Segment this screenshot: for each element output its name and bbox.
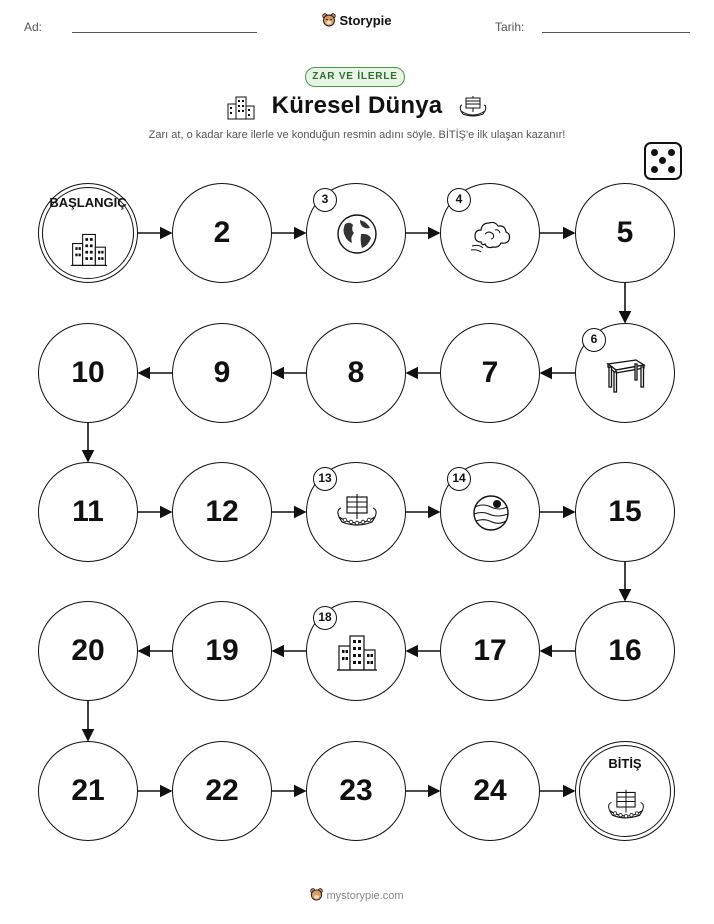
- board-space-22[interactable]: [172, 741, 272, 841]
- board-space-6[interactable]: [575, 323, 675, 423]
- space-number: 23: [339, 774, 373, 807]
- space-number: 9: [213, 356, 231, 389]
- board-space-7[interactable]: [440, 323, 540, 423]
- board-space-20[interactable]: [38, 601, 138, 701]
- space-number: 13: [313, 467, 337, 491]
- space-number: 17: [473, 634, 507, 667]
- space-number: 14: [447, 467, 471, 491]
- bear-logo-icon: [310, 888, 323, 901]
- board-space-3[interactable]: [306, 183, 406, 283]
- space-number: 2: [213, 216, 231, 249]
- finish-label: BİTİŞ: [608, 756, 642, 771]
- board-space-11[interactable]: [38, 462, 138, 562]
- space-number: 6: [582, 328, 606, 352]
- city-buildings-icon: [335, 630, 379, 674]
- board-space-4[interactable]: [440, 183, 540, 283]
- board-space-21[interactable]: [38, 741, 138, 841]
- space-number: 19: [205, 634, 239, 667]
- board-space-13[interactable]: [306, 462, 406, 562]
- space-number: 4: [447, 188, 471, 212]
- board-space-2[interactable]: [172, 183, 272, 283]
- board-space-14[interactable]: [440, 462, 540, 562]
- start-label: BAŞLANGIÇ: [49, 195, 127, 210]
- space-number: 7: [481, 356, 499, 389]
- board-space-19[interactable]: [172, 601, 272, 701]
- board-space-15[interactable]: [575, 462, 675, 562]
- footer: [0, 888, 714, 902]
- board-space-23[interactable]: [306, 741, 406, 841]
- space-number: 22: [205, 774, 239, 807]
- table-icon: [604, 352, 648, 396]
- board-space-10[interactable]: [38, 323, 138, 423]
- planet-jupiter-icon: [469, 491, 513, 535]
- space-number: 24: [473, 774, 507, 807]
- space-number: 5: [616, 216, 634, 249]
- board-space-12[interactable]: [172, 462, 272, 562]
- space-number: 10: [71, 356, 105, 389]
- date-label: Tarih:: [495, 20, 525, 34]
- board-space-9[interactable]: [172, 323, 272, 423]
- start-space[interactable]: [38, 183, 138, 283]
- wind-cloud-icon: [469, 212, 513, 256]
- game-type-badge: ZAR VE İLERLE: [305, 67, 405, 87]
- space-number: 3: [313, 188, 337, 212]
- viking-ship-icon: [335, 491, 379, 535]
- board-space-8[interactable]: [306, 323, 406, 423]
- space-number: 15: [608, 495, 642, 528]
- space-number: 18: [313, 606, 337, 630]
- footer-url: mystorypie.com: [326, 890, 404, 902]
- instructions: Zarı at, o kadar kare ilerle ve konduğun resmin adını söyle. BİTİŞ'e ilk ulaşan kazanır!: [148, 129, 566, 141]
- space-number: 12: [205, 495, 239, 528]
- name-label: Ad:: [24, 20, 43, 34]
- finish-space[interactable]: [575, 741, 675, 841]
- space-number: 11: [72, 495, 104, 528]
- board-space-16[interactable]: [575, 601, 675, 701]
- space-number: 16: [608, 634, 642, 667]
- space-number: 8: [347, 356, 365, 389]
- board-space-5[interactable]: [575, 183, 675, 283]
- earth-globe-icon: [335, 212, 379, 256]
- game-title: Küresel Dünya: [271, 92, 443, 119]
- space-number: 20: [71, 634, 105, 667]
- brand-name: Storypie: [339, 13, 392, 28]
- city-buildings-icon: [69, 229, 109, 269]
- board-space-24[interactable]: [440, 741, 540, 841]
- viking-ship-icon: [606, 787, 646, 827]
- board-space-18[interactable]: [306, 601, 406, 701]
- board-space-17[interactable]: [440, 601, 540, 701]
- space-number: 21: [71, 774, 105, 807]
